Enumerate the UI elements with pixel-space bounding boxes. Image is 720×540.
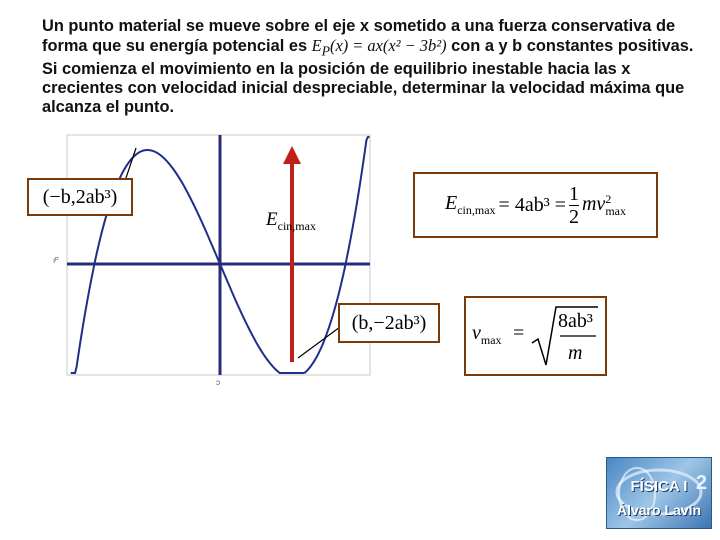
problem-text-2: con a y b constantes positivas. Si comienza el movimiento en la posición de equilibrio inestable hacia las x crecientes con velocidad inicial despreciable, determinar la velocidad máxima que alcanza el punto. [42,37,694,117]
vmax-denominator: m [568,342,583,364]
energy-equation: $E_{cin,max}$ = 4ab³ = $\frac{1}{2}$ mv 2 max [413,172,658,238]
potential-formula: $E_P(x) = ax(x^2 - 3b^2)$ [311,36,447,59]
ecin-max-label: $E_{cin,max}$ [266,209,316,233]
logo-badge: 2 [695,472,707,494]
problem-text-1: Un punto material se mueve sobre el eje x sometido a una fuerza conservativa de forma que su energía potencial es [42,17,676,55]
graph-small-label-bottom: ɔ [216,378,220,387]
course-logo [606,457,712,529]
vmax-numerator: 8ab³ [558,310,593,332]
logo-title: FÍSICA I [630,478,688,495]
ecin-arrow-head [283,146,301,164]
vmax-equation: $v_{max}$ = 8ab³ m [464,296,607,376]
graph-small-label-left: ıᴾ [53,256,59,265]
min-point-label: (b,−2ab³) [338,303,440,343]
logo-author: Álvaro Lavín [616,502,702,518]
energy-middle: = 4ab³ = [498,193,566,216]
energy-fraction: $\frac{1}{2}$ [568,182,579,228]
max-point-label: (−b,2ab³) [27,178,133,216]
